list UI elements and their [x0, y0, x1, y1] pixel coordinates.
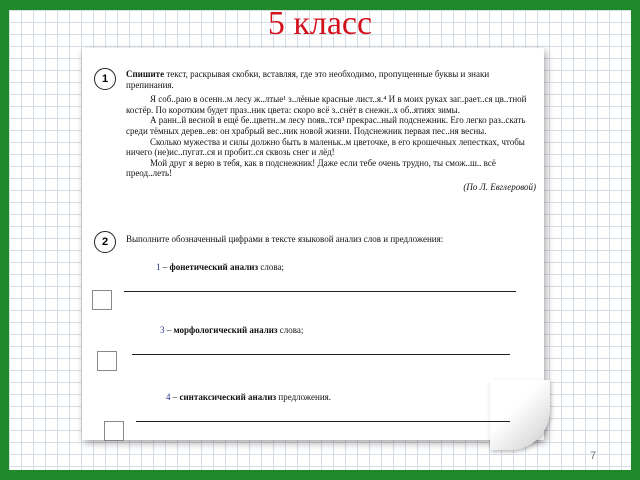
analysis-item-syntactic	[166, 392, 331, 402]
analysis-item-type: фонетический анализ	[169, 262, 259, 272]
analysis-item-object: слова;	[277, 325, 304, 335]
analysis-item-number: 3	[160, 325, 165, 335]
task-1-instruction-rest: текст, раскрывая скобки, вставляя, где это необходимо, пропущенные буквы и знаки препинания.	[126, 69, 490, 90]
answer-line	[136, 421, 510, 422]
task-number-1: 1	[94, 68, 116, 90]
answer-box[interactable]	[97, 351, 117, 371]
analysis-item-object: предложения.	[276, 392, 332, 402]
analysis-item-type: синтаксический анализ	[179, 392, 277, 402]
analysis-item-number: 1	[156, 262, 161, 272]
answer-box[interactable]	[104, 421, 124, 441]
slide-title: 5 класс	[267, 5, 373, 42]
answer-line	[132, 354, 510, 355]
task-1-paragraph: Мой друг я верю в тебя, как в подснежник! Даже если тебе очень трудно, ты смож..ш.. всё преод..леть!	[126, 157, 496, 179]
task-1-instruction	[126, 69, 536, 90]
answer-line	[124, 291, 516, 292]
analysis-item-dash: –	[164, 325, 174, 335]
analysis-item-dash: –	[170, 392, 180, 402]
task-1-text	[126, 69, 536, 193]
analysis-item-object: слова;	[258, 262, 284, 272]
task-1-author: (По Л. Евглеровой)	[463, 181, 536, 192]
answer-box[interactable]	[92, 290, 112, 310]
slide-number: 7	[590, 450, 597, 462]
task-1-paragraph: Сколько мужества и силы должно быть в маленьк..м цветочке, в его крошечных лепестках, чтобы ничего (не)ис..пугат..ся и пробит..ся сквозь снег и лёд!	[126, 136, 525, 158]
task-2-instruction: Выполните обозначенный цифрами в тексте языковой анализ слов и предложения:	[126, 234, 444, 244]
analysis-item-phonetic	[156, 262, 284, 272]
task-number-2: 2	[94, 231, 116, 253]
analysis-item-number: 4	[166, 392, 171, 402]
task-1-paragraph: А ранн..й весной в ещё бе..цветн..м лесу появ..тся³ прекрас..ный подснежник. Его легко раз..скать среди тёмных дерев..ев: он храбрый вес..ник новой жизни. Подснежник первая пес..ня весны.	[126, 115, 526, 136]
analysis-item-dash: –	[160, 262, 170, 272]
task-1-instruction-bold: Спишите	[126, 69, 165, 79]
task-1-paragraph: Я соб..раю в осенн..м лесу ж..лтые¹ з..лёные красные лист..я.⁴ И в моих руках заг..рает..ся цв..тной костёр. По коротким будет праз..ник цвета: скоро всё з..снёт в снежн..х об..ятиях зимы.	[126, 94, 527, 115]
analysis-item-type: морфологический анализ	[173, 325, 278, 335]
analysis-item-morphological	[160, 325, 303, 335]
